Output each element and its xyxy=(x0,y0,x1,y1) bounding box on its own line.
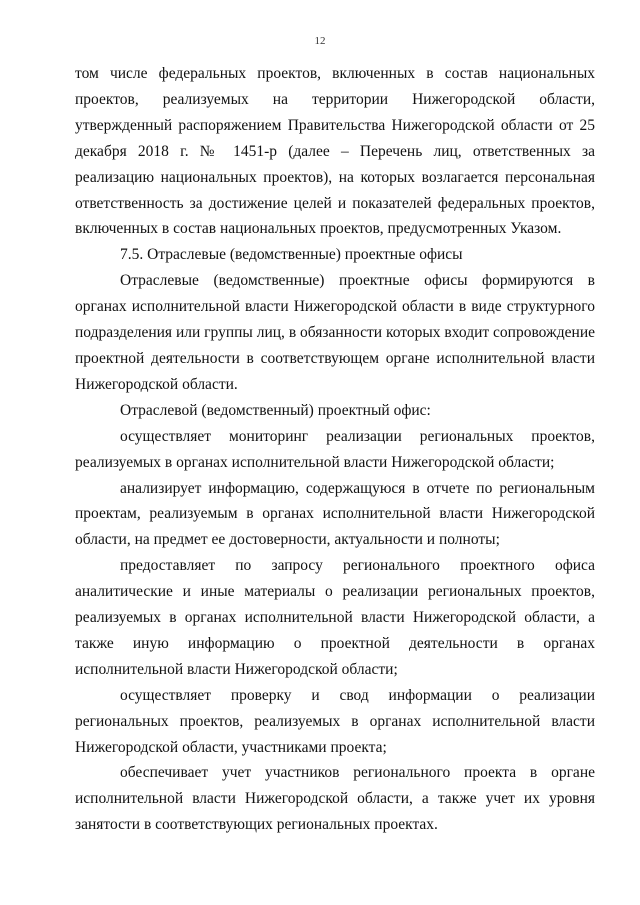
page-number: 12 xyxy=(314,35,326,47)
paragraph-continuation: том числе федеральных проектов, включенных в состав национальных проектов, реализуемых на территории Нижегородской области, утвержденный распоряжением Правительства Нижегородской области от 25 декабря 2018 г. № 1451-р (далее – Перечень лиц, ответственных за реализацию национальных проектов), на которых возлагается персональная ответственность за достижение целей и показателей федеральных проектов, включенных в состав национальных проектов, предусмотренных Указом. xyxy=(75,65,595,238)
list-item: осуществляет мониторинг реализации региональных проектов, реализуемых в органах исполнительной власти Нижегородской области; xyxy=(75,427,595,471)
list-item: предоставляет по запросу регионального проектного офиса аналитические и иные материалы о реализации региональных проектов, реализуемых в органах исполнительной власти Нижегородской области, а также иную информацию о проектной деятельности в органах исполнительной власти Нижегородской области; xyxy=(75,557,595,678)
document-body xyxy=(75,61,595,838)
section-heading: 7.5. Отраслевые (ведомственные) проектные офисы xyxy=(120,246,463,264)
paragraph-list-intro: Отраслевой (ведомственный) проектный офис: xyxy=(120,401,431,419)
list-item: обеспечивает учет участников регионального проекта в органе исполнительной власти Нижегородской области, а также учет их уровня занятости в соответствующих региональных проектах. xyxy=(75,764,595,834)
list-item: анализирует информацию, содержащуюся в отчете по региональным проектам, реализуемым в органах исполнительной власти Нижегородской области, на предмет ее достоверности, актуальности и полноты; xyxy=(75,479,595,549)
paragraph: Отраслевые (ведомственные) проектные офисы формируются в органах исполнительной власти Нижегородской области в виде структурного подразделения или группы лиц, в обязанности которых входит сопровождение проектной деятельности в соответствующем органе исполнительной власти Нижегородской области. xyxy=(75,272,595,393)
list-item: осуществляет проверку и свод информации о реализации региональных проектов, реализуемых в органах исполнительной власти Нижегородской области, участниками проекта; xyxy=(75,686,595,756)
